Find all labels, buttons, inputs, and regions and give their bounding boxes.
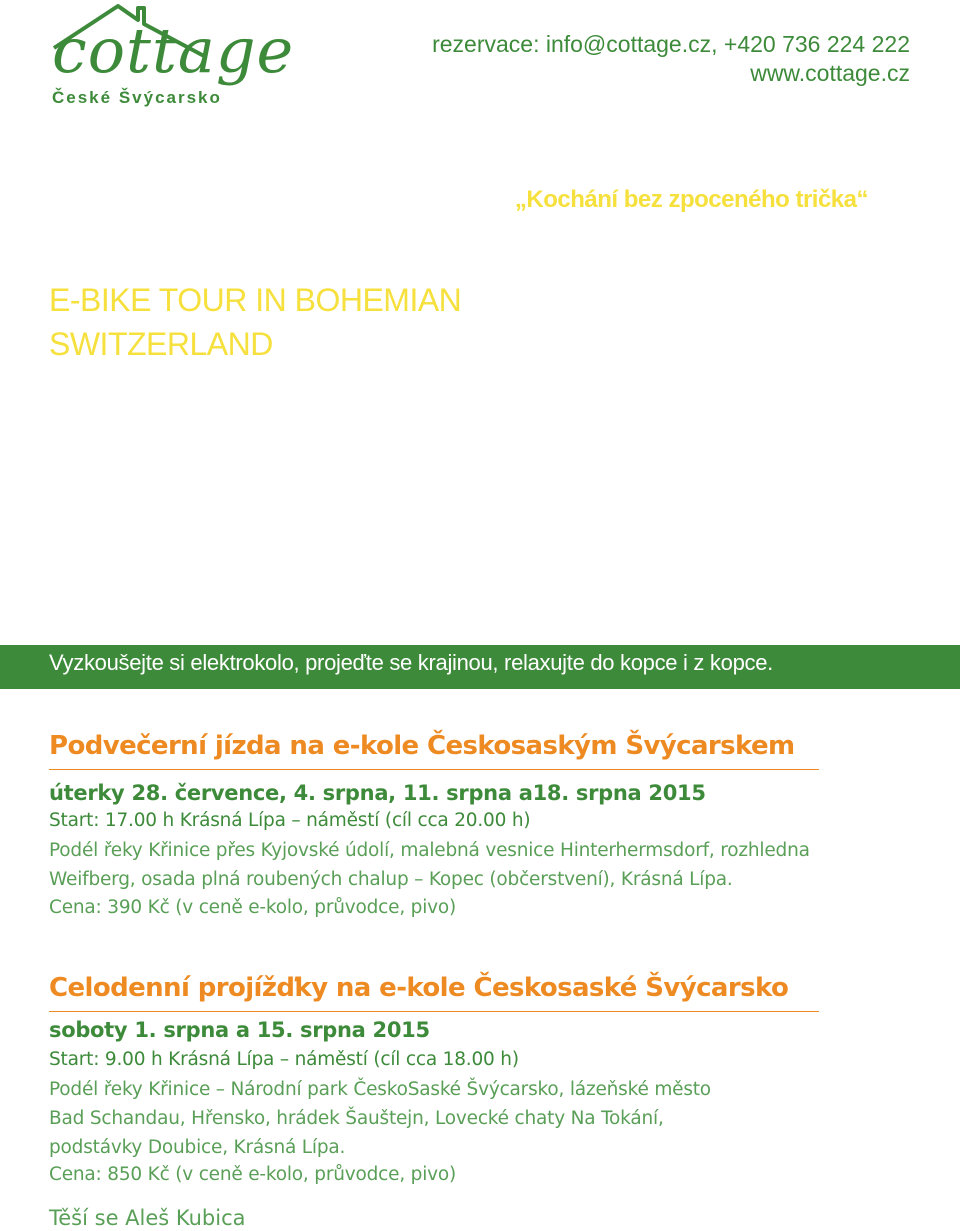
section2-description-line-3: podstávky Doubice, Krásná Lípa. xyxy=(49,1137,346,1158)
contact-block xyxy=(432,30,910,88)
section1-price: Cena: 390 Kč (v ceně e-kolo, průvodce, pivo) xyxy=(49,897,457,918)
section2-description-line-2: Bad Schandau, Hřensko, hrádek Šauštejn, Lovecké chaty Na Tokání, xyxy=(49,1108,664,1129)
section2-start: Start: 9.00 h Krásná Lípa – náměstí (cíl cca 18.00 h) xyxy=(49,1049,519,1070)
section2-title: Celodenní projížďky na e-kole Českosaské Švýcarsko xyxy=(49,973,789,1003)
reservation-contact[interactable]: rezervace: info@cottage.cz, +420 736 224 222 xyxy=(432,31,910,57)
section1-description xyxy=(49,836,929,894)
section2-description-line-1: Podél řeky Křinice – Národní park ČeskoSaské Švýcarsko, lázeňské město xyxy=(49,1079,711,1100)
section1-divider xyxy=(49,769,819,770)
section2-description xyxy=(49,1075,929,1162)
section2-divider xyxy=(49,1011,819,1012)
section2-dates: soboty 1. srpna a 15. srpna 2015 xyxy=(49,1018,430,1042)
section1-description-line-1: Podél řeky Křinice přes Kyjovské údolí, malebná vesnice Hinterhermsdorf, rozhledna xyxy=(49,840,810,861)
tour-title xyxy=(49,278,469,366)
tour-title-line-2: SWITZERLAND xyxy=(49,326,273,362)
section2-price: Cena: 850 Kč (v ceně e-kolo, průvodce, pivo) xyxy=(49,1164,457,1185)
banner-text: Vyzkoušejte si elektrokolo, projeďte se krajinou, relaxujte do kopce i z kopce. xyxy=(49,650,773,675)
section1-description-line-2: Weifberg, osada plná roubených chalup – Kopec (občerstvení), Krásná Lípa. xyxy=(49,869,733,890)
section1-dates: úterky 28. července, 4. srpna, 11. srpna a18. srpna 2015 xyxy=(49,781,706,805)
logo-subtitle: České Švýcarsko xyxy=(52,88,222,107)
section1-title: Podvečerní jízda na e-kole Českosaským Švýcarskem xyxy=(49,731,795,761)
section1-start: Start: 17.00 h Krásná Lípa – náměstí (cíl cca 20.00 h) xyxy=(49,810,531,831)
slogan: „Kochání bez zpoceného trička“ xyxy=(514,186,868,213)
tour-title-line-1: E-BIKE TOUR IN BOHEMIAN xyxy=(49,282,462,318)
signature: Těší se Aleš Kubica xyxy=(49,1206,246,1230)
website-link[interactable]: www.cottage.cz xyxy=(750,60,910,86)
logo-wordmark: cottage xyxy=(52,14,295,87)
